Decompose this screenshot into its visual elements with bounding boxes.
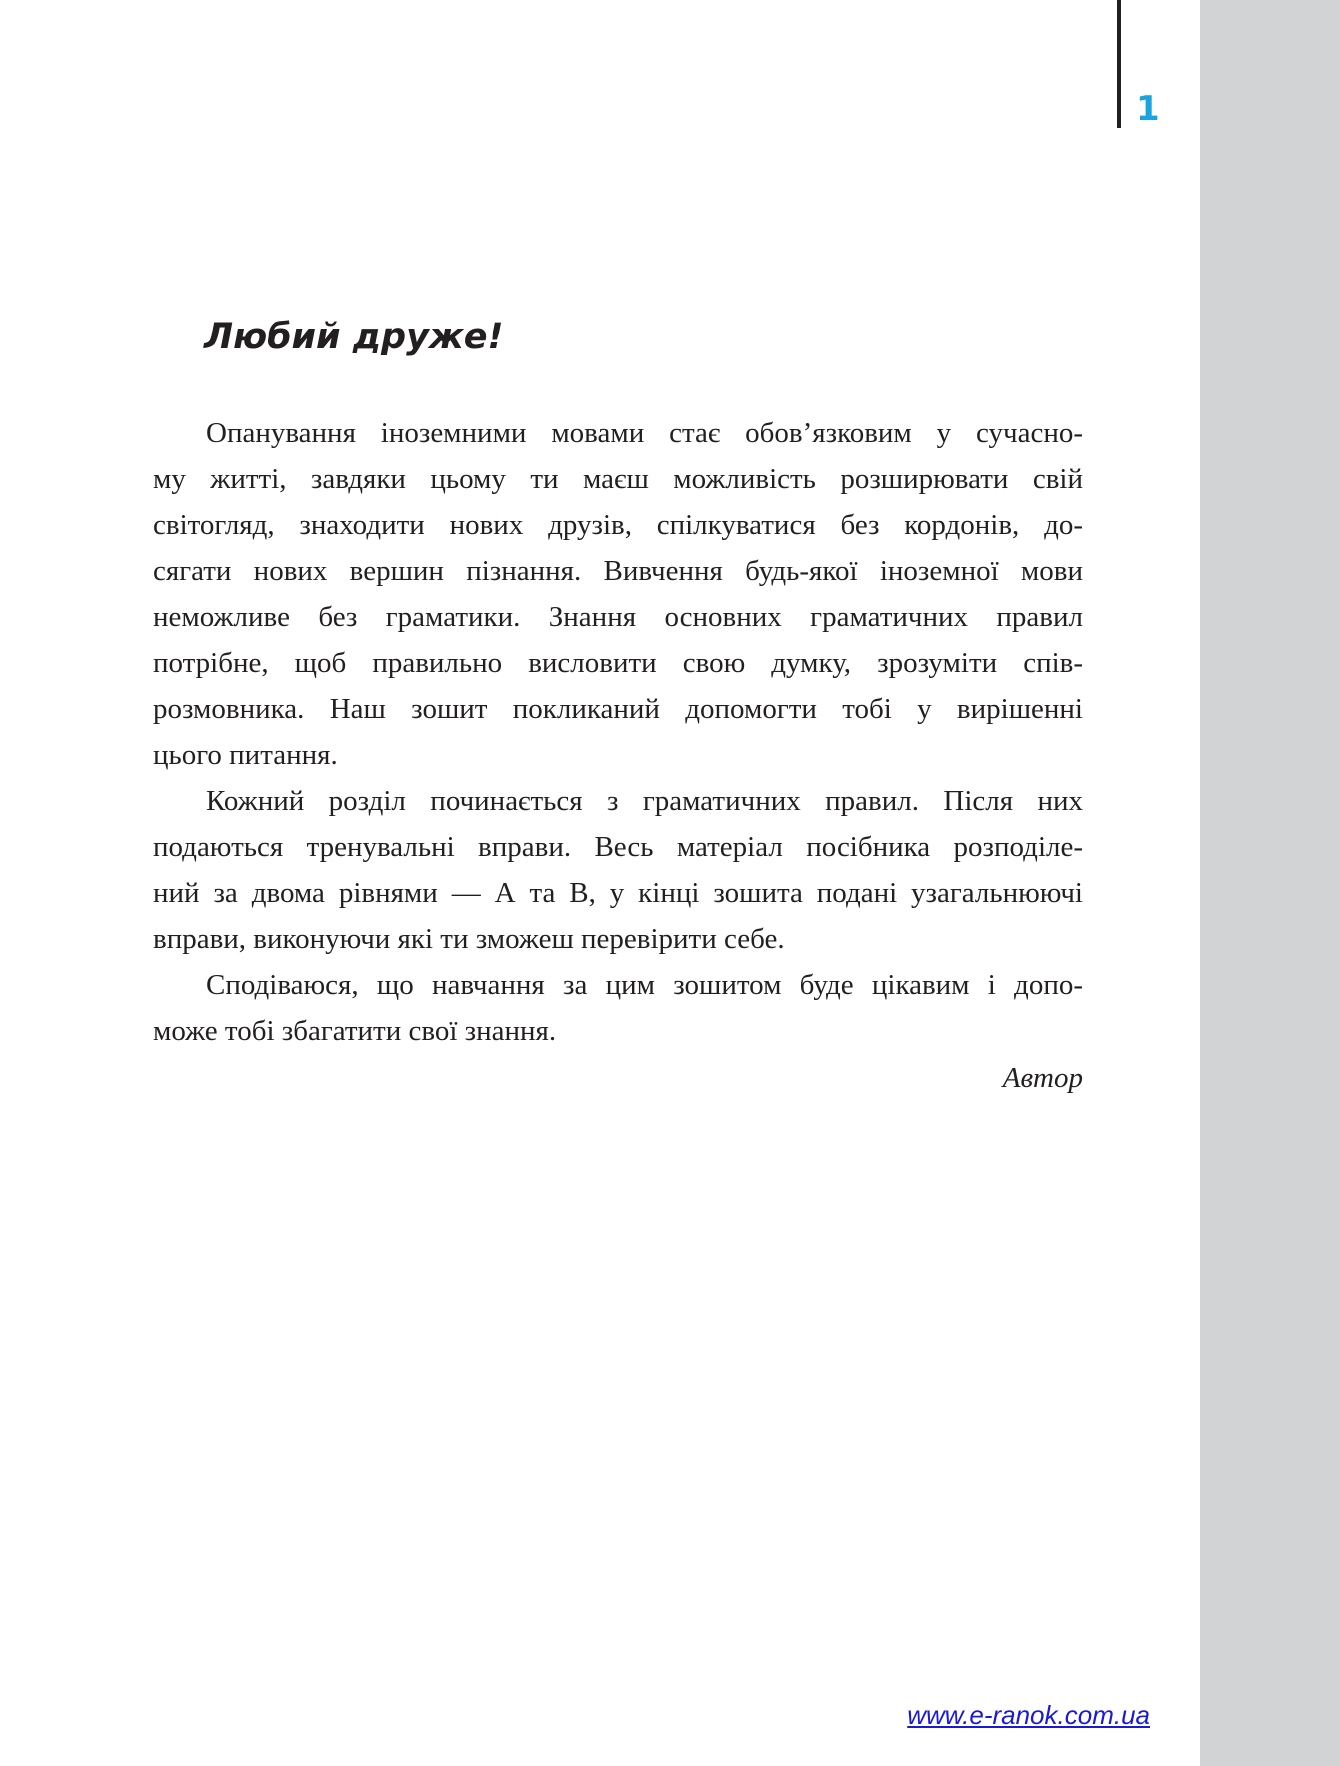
- paragraph: [153, 962, 1083, 1054]
- publisher-website-link[interactable]: www.e-ranok.com.ua: [907, 1700, 1150, 1730]
- text-line: му житті, завдяки цьому ти маєш можливість розширювати свій: [153, 463, 1083, 495]
- text-line: неможливе без граматики. Знання основних граматичних правил: [153, 601, 1083, 633]
- text-line: ний за двома рівнями — А та В, у кінці зошита подані узагальнюючі: [153, 877, 1083, 909]
- preface-body: [153, 410, 1083, 1054]
- text-line: вправи, виконуючи які ти зможеш перевірити себе.: [153, 923, 785, 955]
- text-line: подаються тренувальні вправи. Весь матеріал посібника розподіле-: [153, 831, 1083, 863]
- side-margin-strip: [1200, 0, 1340, 1766]
- text-line: Сподіваюся, що навчання за цим зошитом буде цікавим і допо-: [206, 969, 1083, 1001]
- text-line: розмовника. Наш зошит покликаний допомогти тобі у вирішенні: [153, 693, 1083, 725]
- text-line: потрібне, щоб правильно висловити свою думку, зрозуміти спів-: [153, 647, 1083, 679]
- text-line: Кожний розділ починається з граматичних правил. Після них: [206, 785, 1083, 817]
- text-line: Опанування іноземними мовами стає обов’язковим у сучасно-: [206, 417, 1083, 449]
- text-line: може тобі збагатити свої знання.: [153, 1015, 557, 1047]
- paragraph: [153, 778, 1083, 962]
- text-line: сягати нових вершин пізнання. Вивчення будь-якої іноземної мови: [153, 555, 1083, 587]
- text-line: світогляд, знаходити нових друзів, спілкуватися без кордонів, до-: [153, 509, 1083, 541]
- page-number: 1: [1136, 89, 1160, 129]
- paragraph: [153, 410, 1083, 778]
- text-line: цього питання.: [153, 739, 338, 771]
- page-heading: Любий друже!: [204, 317, 504, 357]
- author-signature: Автор: [1002, 1062, 1083, 1094]
- page-number-rule: [1117, 0, 1121, 128]
